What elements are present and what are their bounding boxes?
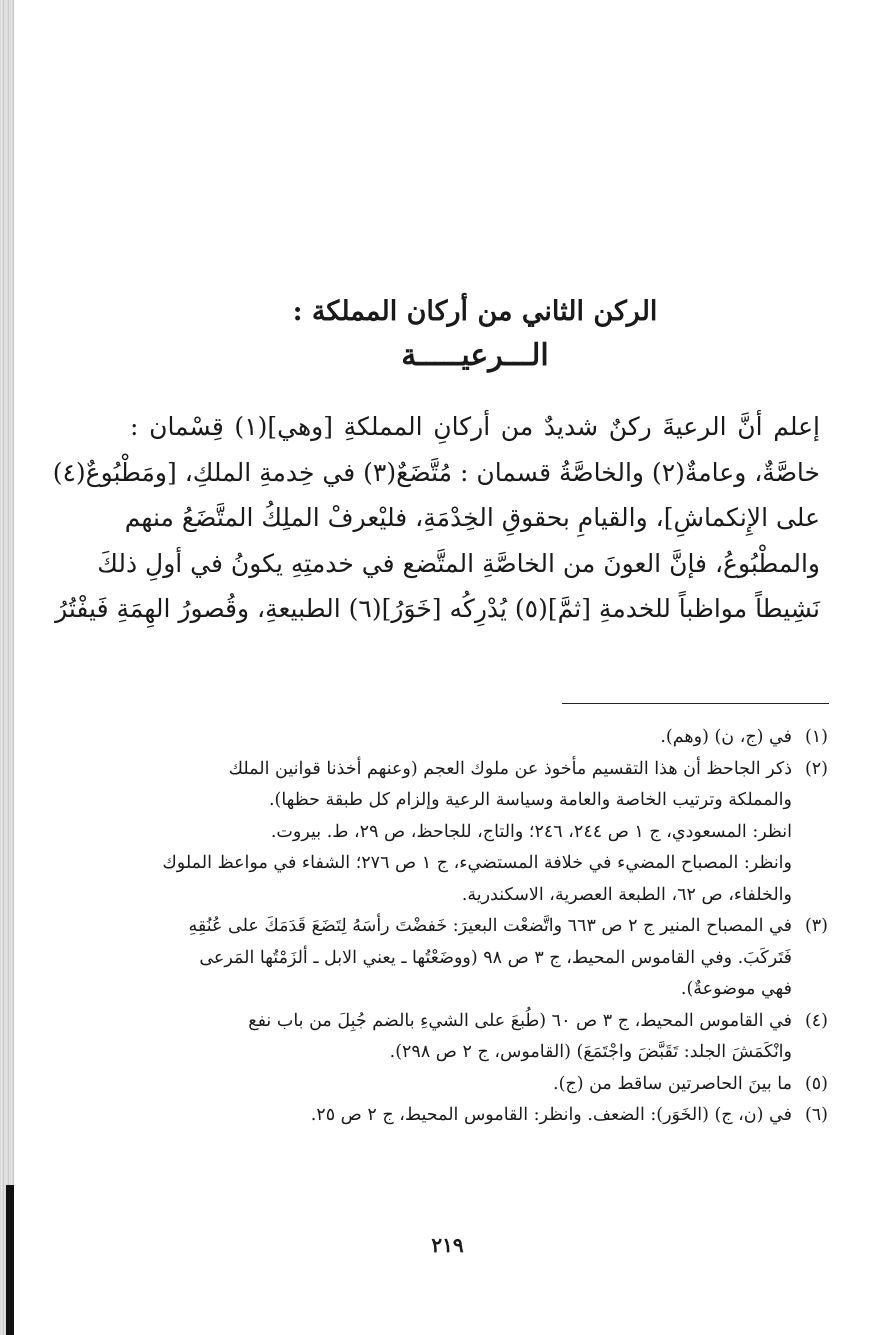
footnote-text [148, 1100, 792, 1132]
footnote-number: (٢) [804, 758, 828, 779]
body-line: والمطْبُوعُ، فإنَّ العونَ من الخاصَّةِ المتَّضع في خدمتِهِ يكونُ في أولِ ذلكَ [97, 548, 820, 578]
footnote-line: ذكر الجاحظ أن هذا التقسيم مأخوذ عن ملوك العجم (وعنهم أخذنا قوانين الملك [228, 758, 792, 779]
footnote-text [148, 1069, 792, 1101]
footnote-text [148, 911, 792, 1006]
footnote [148, 722, 828, 754]
footnote-line: في القاموس المحيط، ج ٣ ص ٦٠ (طُبعَ على الشيءِ بالضم جُبِلَ من باب نفع [248, 1010, 792, 1031]
footnote-text [148, 1006, 792, 1069]
footnote-line: في (ن، ج) (الخَوَر): الضعف. وانظر: القاموس المحيط، ج ٢ ص ٢٥. [310, 1105, 792, 1125]
footnote [148, 1100, 828, 1132]
footnote-line: انظر: المسعودي، ج ١ ص ٢٤٤، ٢٤٦؛ والتاج، للجاحظ، ص ٢٩، ط. بيروت. [270, 821, 792, 842]
footnote-number: (٣) [804, 916, 828, 936]
page-content [52, 290, 820, 632]
footnote-text [148, 722, 792, 754]
footnote [148, 1006, 828, 1069]
chapter-subtitle: الـــرعيـــــة [401, 338, 549, 373]
body-line: خاصَّةٌ، وعامةٌ(٢) والخاصَّةُ قسمان : مُتَّضَعٌ(٣) في خِدمةِ الملكِ، [ومَطْبُوعٌ(٤) [52, 457, 820, 487]
footnote [148, 754, 828, 912]
footnote-line: في (ج، ن) (وهم). [660, 727, 792, 747]
chapter-title: الركن الثاني من أركان المملكة : [292, 296, 658, 327]
scan-edge [0, 0, 14, 1335]
scan-edge-mark [6, 1185, 14, 1335]
footnote-line: وانْكَمَشَ الجلد: تَقَبَّضَ واجْتَمَعَ) (القاموس، ج ٢ ص ٢٩٨). [389, 1042, 792, 1062]
body-line: نَشِيطاً مواظباً للخدمةِ [ثمَّ](٥) يُدْرِكُه [خَوَرُ](٦) الطبيعةِ، وقُصورُ الهِمَةِ فَيفْتُرُ [55, 594, 820, 623]
footnote-separator [562, 703, 829, 704]
footnote-line: فهي موضوعةٌ). [680, 979, 792, 999]
footnotes [148, 722, 828, 1132]
footnote-number: (٦) [804, 1105, 828, 1125]
body-paragraph [52, 404, 820, 632]
footnote-text [148, 754, 792, 912]
page-number: ٢١٩ [431, 1233, 464, 1257]
footnote-number: (٥) [804, 1073, 828, 1094]
footnote-line: في المصباح المنير ج ٢ ص ٦٦٣ واتَّضعْت البعيرَ: خَفضْتَ رأسَهُ لِتَضَعَ قَدَمَكَ على عُنُقِهِ [188, 916, 792, 936]
footnote-line: فَتَركَبَ. وفي القاموس المحيط، ج ٣ ص ٩٨ (ووضَعْتُها ـ يعني الابل ـ ألزَمْتُها المَرعى [199, 947, 792, 968]
footnote [148, 1069, 828, 1101]
footnote [148, 911, 828, 1006]
footnote-line: ما بينَ الحاصرتين ساقط من (ج). [553, 1073, 792, 1094]
footnote-line: والخلفاء، ص ٦٢، الطبعة العصرية، الاسكندرية. [461, 884, 792, 905]
footnote-line: والمملكة وترتيب الخاصة والعامة وسياسة الرعية وإلزام كل طبقة حظها). [268, 790, 792, 810]
body-line: إعلم أنَّ الرعيةَ ركنٌ شديدٌ من أركانِ المملكةِ [وهي](١) قِسْمان : [130, 412, 820, 441]
footnote-line: وانظر: المصباح المضيء في خلافة المستضيء، ج ١ ص ٢٧٦؛ الشفاء في مواعظ الملوك [162, 853, 792, 873]
body-line: على الإِنكماشِ]، والقيامِ بحقوقِ الخِدْمَةِ، فليْعرفْ الملِكُ المتَّضَعُ منهم [124, 503, 820, 532]
footnote-number: (٤) [804, 1010, 828, 1031]
footnote-number: (١) [804, 727, 828, 747]
